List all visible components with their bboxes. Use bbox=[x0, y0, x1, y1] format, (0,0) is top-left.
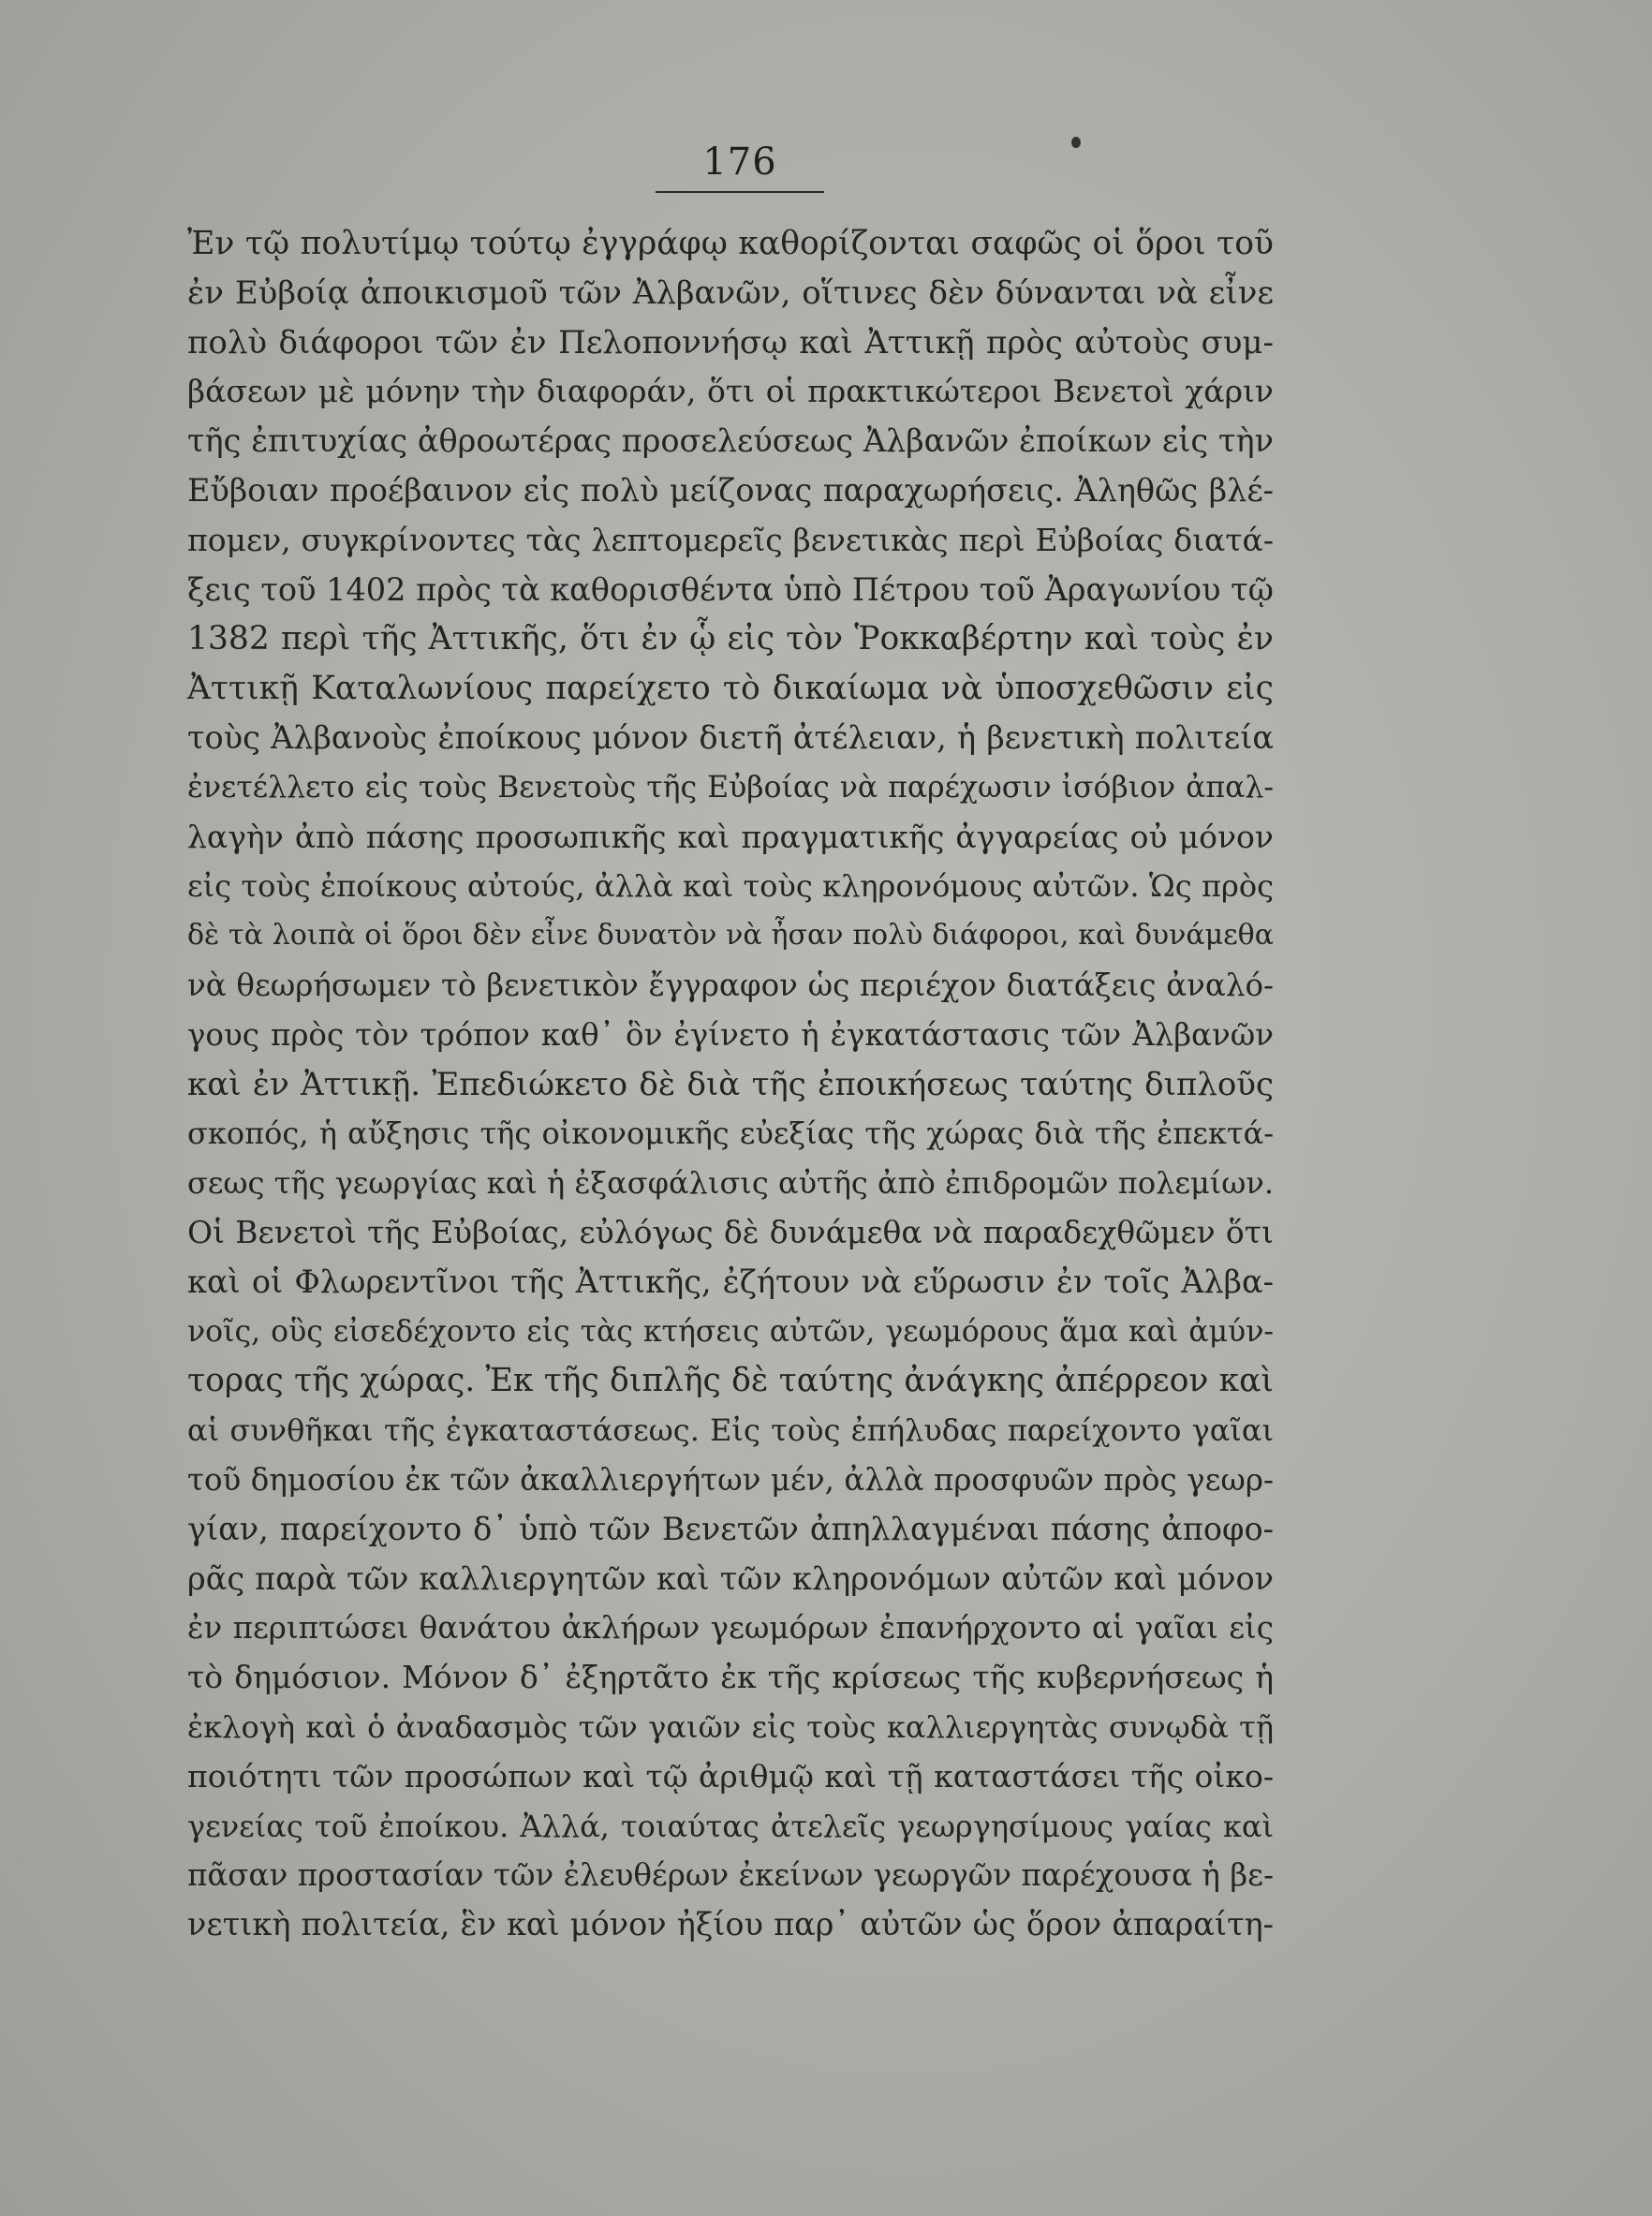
text-line: σκοπός, ἡ αὔξησις τῆς οἰκονομικῆς εὐεξίας τῆς χώρας διὰ τῆς ἐπεκτά- bbox=[187, 1115, 1274, 1152]
text-line: ἐν περιπτώσει θανάτου ἀκλήρων γεωμόρων ἐπανήρχοντο αἱ γαῖαι εἰς bbox=[187, 1610, 1274, 1647]
text-line: λαγὴν ἀπὸ πάσης προσωπικῆς καὶ πραγματικῆς ἀγγαρείας οὐ μόνον bbox=[187, 818, 1274, 855]
text-line: τῆς ἐπιτυχίας ἀθροωτέρας προσελεύσεως Ἀλβανῶν ἐποίκων εἰς τὴν bbox=[187, 422, 1274, 460]
text-line: τοὺς Ἀλβανοὺς ἐποίκους μόνον διετῆ ἀτέλειαν, ἡ βενετικὴ πολιτεία bbox=[187, 718, 1274, 756]
text-line: Ἐν τῷ πολυτίμῳ τούτῳ ἐγγράφῳ καθορίζονται σαφῶς οἱ ὅροι τοῦ bbox=[187, 225, 1274, 262]
text-line: τοῦ δημοσίου ἐκ τῶν ἀκαλλιεργήτων μέν, ἀλλὰ προσφυῶν πρὸς γεωρ- bbox=[187, 1461, 1274, 1498]
ink-speck bbox=[1071, 137, 1081, 148]
text-line: δὲ τὰ λοιπὰ οἱ ὅροι δὲν εἶνε δυνατὸν νὰ ἦσαν πολὺ διάφοροι, καὶ δυνάμεθα bbox=[187, 919, 1274, 953]
text-line: γους πρὸς τὸν τρόπον καθ᾿ ὃν ἐγίνετο ἡ ἐγκατάστασις τῶν Ἀλβανῶν bbox=[187, 1016, 1274, 1053]
text-line: γενείας τοῦ ἐποίκου. Ἀλλά, τοιαύτας ἀτελεῖς γεωργησίμους γαίας καὶ bbox=[187, 1808, 1274, 1844]
page-header bbox=[656, 140, 824, 193]
text-line: τὸ δημόσιον. Μόνον δ᾿ ἐξηρτᾶτο ἐκ τῆς κρίσεως τῆς κυβερνήσεως ἡ bbox=[187, 1659, 1274, 1696]
text-line: ἐνετέλλετο εἰς τοὺς Βενετοὺς τῆς Εὐβοίας νὰ παρέχωσιν ἰσόβιον ἀπαλ- bbox=[187, 770, 1274, 805]
page-number: 176 bbox=[702, 140, 777, 184]
text-line: πομεν, συγκρίνοντες τὰς λεπτομερεῖς βενετικὰς περὶ Εὐβοίας διατά- bbox=[187, 521, 1274, 558]
body-text bbox=[187, 219, 1274, 1950]
text-line: πᾶσαν προστασίαν τῶν ἐλευθέρων ἐκείνων γεωργῶν παρέχουσα ἡ βε- bbox=[187, 1857, 1274, 1894]
header-rule bbox=[656, 191, 824, 193]
text-line: τορας τῆς χώρας. Ἐκ τῆς διπλῆς δὲ ταύτης ἀνάγκης ἀπέρρεον καὶ bbox=[187, 1362, 1274, 1400]
text-line: ποιότητι τῶν προσώπων καὶ τῷ ἀριθμῷ καὶ τῇ καταστάσει τῆς οἰκο- bbox=[187, 1757, 1274, 1795]
text-line: Εὔβοιαν προέβαινον εἰς πολὺ μείζονας παραχωρήσεις. Ἀληθῶς βλέ- bbox=[187, 471, 1274, 509]
text-line: καὶ ἐν Ἀττικῇ. Ἐπεδιώκετο δὲ διὰ τῆς ἐποικήσεως ταύτης διπλοῦς bbox=[187, 1065, 1274, 1103]
text-line: αἱ συνθῆκαι τῆς ἐγκαταστάσεως. Εἰς τοὺς ἐπήλυδας παρείχοντο γαῖαι bbox=[187, 1412, 1274, 1449]
text-line: Ἀττικῇ Καταλωνίους παρείχετο τὸ δικαίωμα νὰ ὑποσχεθῶσιν εἰς bbox=[187, 670, 1274, 708]
text-line: ρᾶς παρὰ τῶν καλλιεργητῶν καὶ τῶν κληρονόμων αὐτῶν καὶ μόνον bbox=[187, 1559, 1274, 1597]
text-line: πολὺ διάφοροι τῶν ἐν Πελοποννήσῳ καὶ Ἀττικῇ πρὸς αὐτοὺς συμ- bbox=[187, 323, 1274, 362]
text-line: νετικὴ πολιτεία, ἓν καὶ μόνον ἠξίου παρ᾿ αὐτῶν ὡς ὅρον ἀπαραίτη- bbox=[187, 1906, 1274, 1943]
text-line: ἐκλογὴ καὶ ὁ ἀναδασμὸς τῶν γαιῶν εἰς τοὺς καλλιεργητὰς συνῳδὰ τῇ bbox=[187, 1708, 1274, 1745]
text-line: νὰ θεωρήσωμεν τὸ βενετικὸν ἔγγραφον ὡς περιέχον διατάξεις ἀναλό- bbox=[187, 967, 1274, 1003]
text-line: ἐν Εὐβοίᾳ ἀποικισμοῦ τῶν Ἀλβανῶν, οἵτινες δὲν δύνανται νὰ εἶνε bbox=[187, 273, 1274, 312]
text-line: βάσεων μὲ μόνην τὴν διαφοράν, ὅτι οἱ πρακτικώτεροι Βενετοὶ χάριν bbox=[187, 373, 1274, 410]
text-line: Οἱ Βενετοὶ τῆς Εὐβοίας, εὐλόγως δὲ δυνάμεθα νὰ παραδεχθῶμεν ὅτι bbox=[187, 1213, 1274, 1250]
text-line: νοῖς, οὓς εἰσεδέχοντο εἰς τὰς κτήσεις αὐτῶν, γεωμόρους ἅμα καὶ ἀμύν- bbox=[187, 1314, 1274, 1349]
text-line: 1382 περὶ τῆς Ἀττικῆς, ὅτι ἐν ᾧ εἰς τὸν Ῥοκκαβέρτην καὶ τοὺς ἐν bbox=[187, 620, 1274, 658]
text-line: εἰς τοὺς ἐποίκους αὐτούς, ἀλλὰ καὶ τοὺς κληρονόμους αὐτῶν. Ὡς πρὸς bbox=[187, 868, 1274, 905]
text-line: ξεις τοῦ 1402 πρὸς τὰ καθορισθέντα ὑπὸ Πέτρου τοῦ Ἀραγωνίου τῷ bbox=[187, 570, 1274, 608]
text-line: καὶ οἱ Φλωρεντῖνοι τῆς Ἀττικῆς, ἐζήτουν νὰ εὕρωσιν ἐν τοῖς Ἀλβα- bbox=[187, 1263, 1274, 1300]
text-line: γίαν, παρείχοντο δ᾿ ὑπὸ τῶν Βενετῶν ἀπηλλαγμέναι πάσης ἀποφο- bbox=[187, 1510, 1274, 1547]
text-line: σεως τῆς γεωργίας καὶ ἡ ἐξασφάλισις αὐτῆς ἀπὸ ἐπιδρομῶν πολεμίων. bbox=[187, 1165, 1274, 1202]
